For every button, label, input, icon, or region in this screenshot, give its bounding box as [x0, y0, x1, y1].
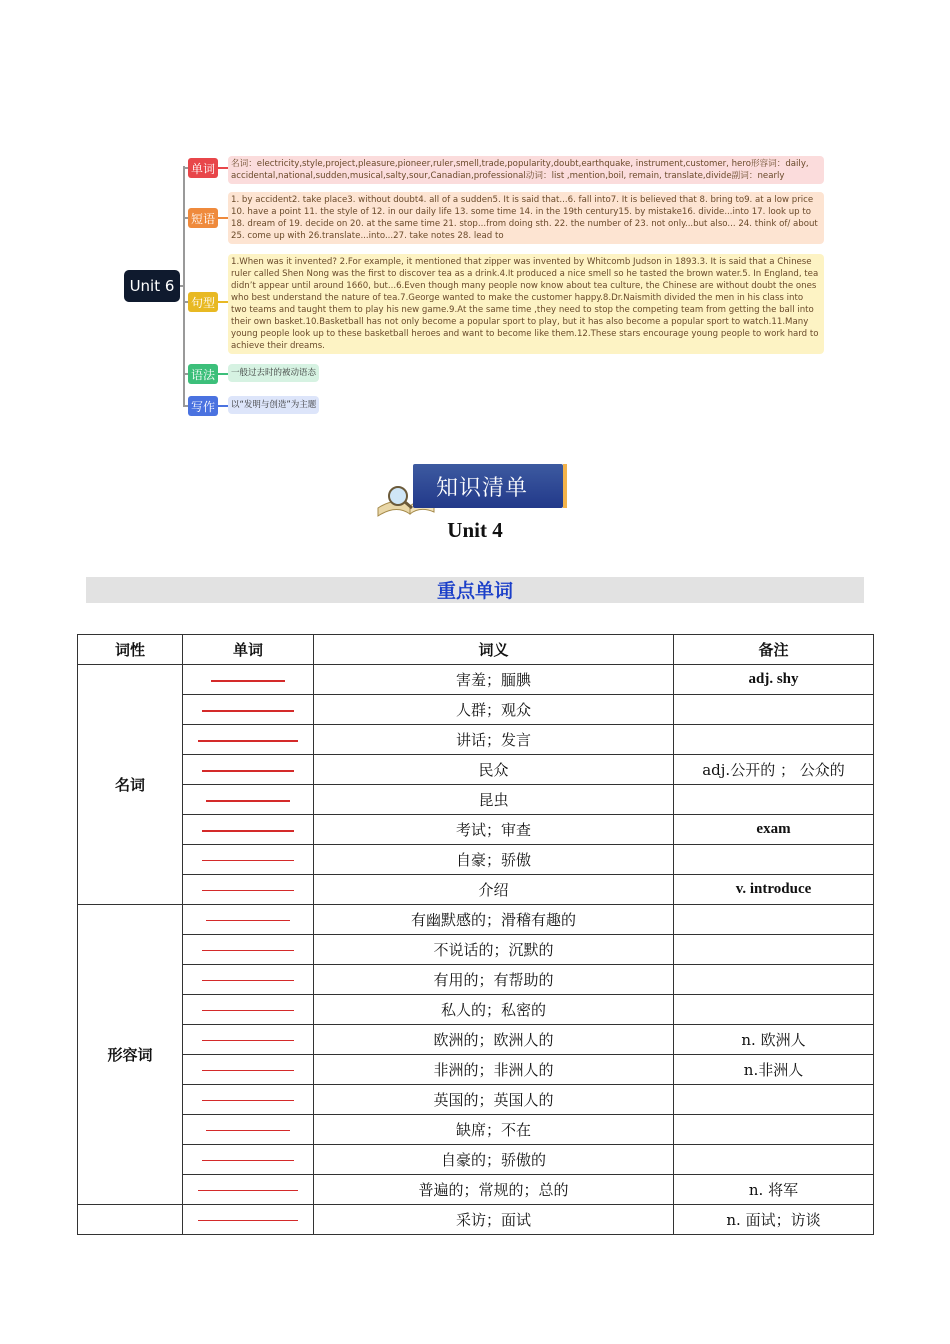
- note-cell: n.非洲人: [674, 1055, 874, 1085]
- word-blank-cell[interactable]: [183, 1055, 314, 1085]
- meaning-cell: 自豪；骄傲: [314, 845, 674, 875]
- section-header: [86, 577, 864, 603]
- part-of-speech-cell: 形容词: [78, 905, 183, 1205]
- meaning-cell: 普遍的；常规的；总的: [314, 1175, 674, 1205]
- note-cell: [674, 905, 874, 935]
- meaning-cell: 缺席；不在: [314, 1115, 674, 1145]
- fill-in-blank-line[interactable]: [206, 920, 290, 921]
- fill-in-blank-line[interactable]: [198, 740, 298, 742]
- word-blank-cell[interactable]: [183, 845, 314, 875]
- word-blank-cell[interactable]: [183, 815, 314, 845]
- word-blank-cell[interactable]: [183, 725, 314, 755]
- fill-in-blank-line[interactable]: [202, 770, 294, 772]
- note-cell: [674, 725, 874, 755]
- word-blank-cell[interactable]: [183, 1025, 314, 1055]
- mind-map-branch-content: 1.When was it invented? 2.For example, it mentioned that zipper was invented by Whitcomb Judson in 1893.3. It is said that a Chinese ruler called Shen Nong was the first to discover tea as a drink.4.It produced a nice smell so he tasted the brown water.5. In England, tea didn’t appear until around 1660, but...6.Even though many people now know about tea culture, the Chinese are without doubt the ones who best understand the nature of tea.7.George wanted to make the customer happy.8.Dr.Naismith divided the men in his class into two teams and taught them to play his new game.9.At the same time ,they need to stop the competing team from getting the ball into their own basket.10.Basketball has not only become a popular sport to play, but it has also become a popular sport to watch.11.Many young people look up to these basketball heroes and want to become like them.12.These stars encourage young people to work hard to achieve their dreams.: [228, 254, 824, 354]
- note-cell: adj.公开的 ； 公众的: [674, 755, 874, 785]
- table-row: [78, 1055, 874, 1085]
- table-row: [78, 755, 874, 785]
- word-blank-cell[interactable]: [183, 905, 314, 935]
- knowledge-list-banner: [376, 462, 576, 518]
- header-pos: 词性: [78, 635, 183, 665]
- word-blank-cell[interactable]: [183, 935, 314, 965]
- meaning-cell: 采访；面试: [314, 1205, 674, 1235]
- mind-map-branch-tag: 短语: [188, 208, 218, 228]
- table-row: [78, 1145, 874, 1175]
- header-meaning: 词义: [314, 635, 674, 665]
- table-row: [78, 845, 874, 875]
- word-blank-cell[interactable]: [183, 1175, 314, 1205]
- fill-in-blank-line[interactable]: [202, 980, 294, 981]
- word-blank-cell[interactable]: [183, 755, 314, 785]
- meaning-cell: 非洲的；非洲人的: [314, 1055, 674, 1085]
- header-word: 单词: [183, 635, 314, 665]
- meaning-cell: 害羞；腼腆: [314, 665, 674, 695]
- meaning-cell: 民众: [314, 755, 674, 785]
- meaning-cell: 欧洲的；欧洲人的: [314, 1025, 674, 1055]
- mind-map-branch-tag: 语法: [188, 364, 218, 384]
- note-cell: [674, 965, 874, 995]
- table-row: [78, 875, 874, 905]
- fill-in-blank-line[interactable]: [202, 710, 294, 712]
- table-row: [78, 815, 874, 845]
- word-blank-cell[interactable]: [183, 785, 314, 815]
- table-row: [78, 1025, 874, 1055]
- table-row: [78, 785, 874, 815]
- fill-in-blank-line[interactable]: [202, 890, 294, 891]
- meaning-cell: 介绍: [314, 875, 674, 905]
- note-cell: [674, 785, 874, 815]
- word-blank-cell[interactable]: [183, 1205, 314, 1235]
- fill-in-blank-line[interactable]: [202, 950, 294, 951]
- note-cell: n. 欧洲人: [674, 1025, 874, 1055]
- meaning-cell: 昆虫: [314, 785, 674, 815]
- meaning-cell: 私人的；私密的: [314, 995, 674, 1025]
- mind-map-branch-content: 名词：electricity,style,project,pleasure,pioneer,ruler,smell,trade,popularity,doubt,earthquake, instrument,customer, hero形容词：daily, accidental,national,sudden,musical,salty,sour,Canadian,professional动词：list ,mention,boil, remain, translate,divide副词：nearly: [228, 156, 824, 184]
- mind-map-branch-tag: 写作: [188, 396, 218, 416]
- note-cell: [674, 995, 874, 1025]
- meaning-cell: 英国的；英国人的: [314, 1085, 674, 1115]
- note-cell: v. introduce: [674, 875, 874, 905]
- part-of-speech-cell: 名词: [78, 665, 183, 905]
- word-blank-cell[interactable]: [183, 995, 314, 1025]
- mind-map-branch-content: 以“发明与创造”为主题: [228, 396, 319, 414]
- meaning-cell: 有幽默感的；滑稽有趣的: [314, 905, 674, 935]
- meaning-cell: 讲话；发言: [314, 725, 674, 755]
- section-title: 重点单词: [436, 580, 513, 602]
- word-blank-cell[interactable]: [183, 1145, 314, 1175]
- mind-map-branch-content: 1. by accident2. take place3. without doubt4. all of a sudden5. It is said that...6. fall into7. It is believed that 8. bring to9. at a low price 10. have a point 11. the style of 12. in our daily life 13. some time 14. in the 19th century15. by mistake16. divide...into 17. look up to 18. dream of 19. decide on 20. at the same time 21. stop...from doing sth. 22. the number of 23. not only...but also... 24. think of/ about 25. come up with 26.translate...into...27. take notes 28. lead to: [228, 192, 824, 244]
- meaning-cell: 有用的；有帮助的: [314, 965, 674, 995]
- note-cell: [674, 845, 874, 875]
- word-blank-cell[interactable]: [183, 695, 314, 725]
- table-row: [78, 935, 874, 965]
- note-cell: [674, 1085, 874, 1115]
- fill-in-blank-line[interactable]: [198, 1220, 298, 1221]
- fill-in-blank-line[interactable]: [202, 1010, 294, 1011]
- table-row: [78, 965, 874, 995]
- meaning-cell: 自豪的；骄傲的: [314, 1145, 674, 1175]
- mind-map-branch-tag: 句型: [188, 292, 218, 312]
- note-cell: n. 面试；访谈: [674, 1205, 874, 1235]
- word-blank-cell[interactable]: [183, 1115, 314, 1145]
- fill-in-blank-line[interactable]: [211, 680, 285, 682]
- header-note: 备注: [674, 635, 874, 665]
- note-cell: [674, 935, 874, 965]
- fill-in-blank-line[interactable]: [202, 1040, 294, 1041]
- fill-in-blank-line[interactable]: [202, 1160, 294, 1161]
- mind-map-branch-tag: 单词: [188, 158, 218, 178]
- note-cell: exam: [674, 815, 874, 845]
- mind-map-root: Unit 6: [124, 270, 180, 302]
- note-cell: [674, 1115, 874, 1145]
- table-row: [78, 905, 874, 935]
- table-row: [78, 1115, 874, 1145]
- table-row: [78, 665, 874, 695]
- mind-map: [0, 0, 950, 430]
- part-of-speech-cell: [78, 1205, 183, 1235]
- word-blank-cell[interactable]: [183, 875, 314, 905]
- fill-in-blank-line[interactable]: [206, 800, 290, 802]
- word-blank-cell[interactable]: [183, 665, 314, 695]
- table-row: [78, 725, 874, 755]
- mind-map-branch-content: 一般过去时的被动语态: [228, 364, 319, 382]
- note-cell: [674, 1145, 874, 1175]
- table-header-row: [78, 635, 874, 665]
- word-blank-cell[interactable]: [183, 965, 314, 995]
- vocabulary-table: [77, 634, 874, 1235]
- note-cell: [674, 695, 874, 725]
- fill-in-blank-line[interactable]: [206, 1130, 290, 1131]
- meaning-cell: 不说话的；沉默的: [314, 935, 674, 965]
- unit-title: Unit 4: [447, 518, 503, 542]
- fill-in-blank-line[interactable]: [202, 830, 294, 832]
- word-blank-cell[interactable]: [183, 1085, 314, 1115]
- note-cell: adj. shy: [674, 665, 874, 695]
- fill-in-blank-line[interactable]: [202, 860, 294, 861]
- fill-in-blank-line[interactable]: [202, 1070, 294, 1071]
- table-row: [78, 1085, 874, 1115]
- note-cell: n. 将军: [674, 1175, 874, 1205]
- table-row: [78, 695, 874, 725]
- meaning-cell: 人群；观众: [314, 695, 674, 725]
- table-row: [78, 995, 874, 1025]
- fill-in-blank-line[interactable]: [198, 1190, 298, 1191]
- fill-in-blank-line[interactable]: [202, 1100, 294, 1101]
- table-row: [78, 1175, 874, 1205]
- table-row: [78, 1205, 874, 1235]
- root-connector: [180, 285, 185, 287]
- banner-title: 知识清单: [436, 476, 529, 501]
- meaning-cell: 考试；审查: [314, 815, 674, 845]
